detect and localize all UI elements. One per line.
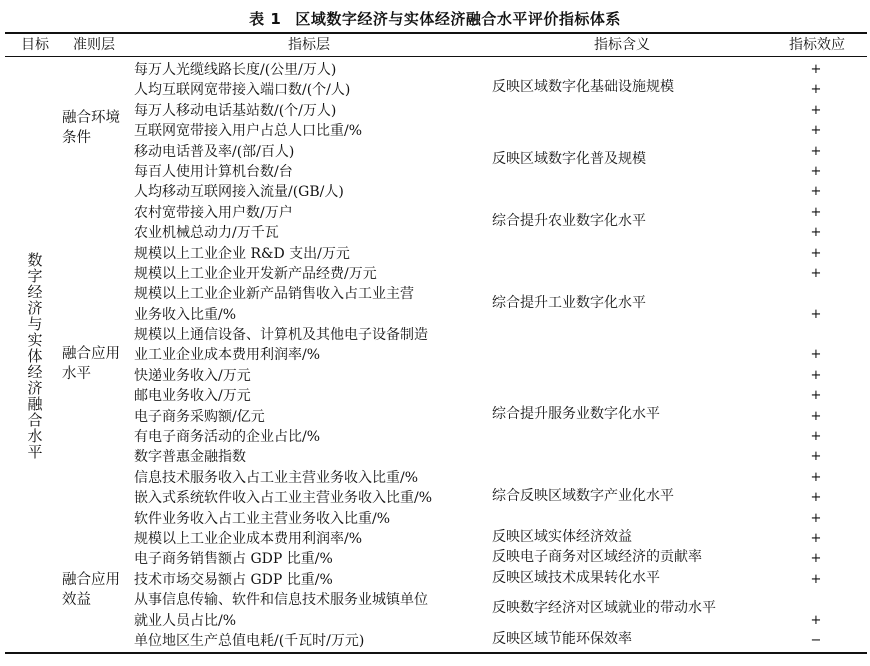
effect-row: +	[810, 143, 822, 159]
indicator-row: 人均互联网宽带接入端口数/(个/人)	[134, 82, 351, 99]
top-rule	[5, 32, 867, 34]
indicator-row: 农业机械总动力/万千瓦	[134, 225, 279, 242]
meaning-energy: 反映区域节能环保效率	[492, 631, 632, 647]
indicator-row: 嵌入式系统软件收入占工业主营业务收入比重/%	[134, 490, 433, 507]
indicator-row: 有电子商务活动的企业占比/%	[134, 429, 321, 446]
meaning-services: 综合提升服务业数字化水平	[492, 406, 660, 422]
criteria-benefit: 融合应用效益	[62, 572, 120, 608]
effect-row: +	[810, 367, 822, 383]
effect-row: +	[810, 530, 822, 546]
indicator-row: 每万人光缆线路长度/(公里/万人)	[134, 62, 337, 78]
effect-row: +	[810, 62, 822, 77]
indicator-row: 邮电业务收入/万元	[134, 388, 251, 405]
goal-text: 数字经济与实体经济融合水平	[25, 252, 44, 460]
indicator-row: 规模以上工业企业开发新产品经费/万元	[134, 265, 377, 282]
indicator-row: 规模以上工业企业 R&D 支出/万元	[134, 245, 350, 262]
meaning-tech-transfer: 反映区域技术成果转化水平	[492, 570, 660, 586]
effect-row: +	[810, 347, 822, 363]
meaning-digital-industrialization: 综合反映区域数字产业化水平	[492, 488, 674, 504]
indicator-row: 每百人使用计算机台数/台	[134, 163, 293, 180]
effect-row	[786, 284, 846, 304]
effect-list	[786, 60, 846, 651]
effect-row: +	[810, 225, 822, 241]
header-meaning: 指标含义	[594, 37, 650, 53]
indicator-row: 单位地区生产总值电耗/(千瓦时/万元)	[134, 632, 365, 649]
effect-row: +	[810, 571, 822, 587]
indicator-row: 每万人移动电话基站数/(个/万人)	[134, 102, 337, 119]
effect-row: +	[810, 449, 822, 465]
meaning-employment: 反映数字经济对区域就业的带动水平	[492, 600, 716, 616]
indicator-row: 信息技术服务收入占工业主营业务收入比重/%	[134, 469, 419, 486]
goal-cell	[24, 60, 46, 652]
effect-row: +	[810, 82, 822, 98]
header-criteria: 准则层	[73, 37, 115, 53]
indicator-row: 业工业企业成本费用利润率/%	[134, 347, 321, 364]
indicator-row: 农村宽带接入用户数/万户	[134, 204, 293, 221]
effect-row	[786, 590, 846, 610]
indicator-row: 移动电话普及率/(部/百人)	[134, 143, 295, 160]
effect-row: −	[810, 632, 822, 648]
header-rule	[5, 56, 867, 57]
table-title	[0, 8, 870, 29]
header-goal: 目标	[21, 37, 49, 53]
effect-row	[786, 325, 846, 345]
table-number: 表 1	[249, 10, 282, 28]
header-effect: 指标效应	[789, 37, 845, 53]
effect-row: +	[810, 265, 822, 281]
indicator-row: 软件业务收入占工业主营业务收入比重/%	[134, 510, 391, 527]
indicator-row: 快递业务收入/万元	[134, 367, 251, 384]
effect-row: +	[810, 408, 822, 424]
effect-row: +	[810, 429, 822, 445]
criteria-environment: 融合环境条件	[62, 110, 120, 146]
effect-row: +	[810, 184, 822, 200]
indicator-row: 电子商务采购额/亿元	[134, 408, 265, 425]
indicator-row: 数字普惠金融指数	[134, 449, 246, 466]
effect-row: +	[810, 306, 822, 322]
effect-row: +	[810, 551, 822, 567]
indicator-row: 规模以上工业企业成本费用利润率/%	[134, 530, 363, 547]
indicator-row: 规模以上工业企业新产品销售收入占工业主营	[134, 286, 414, 303]
effect-row: +	[810, 245, 822, 261]
effect-row: +	[810, 204, 822, 220]
meaning-real-economy: 反映区域实体经济效益	[492, 529, 632, 545]
indicator-list	[134, 60, 484, 651]
effect-row: +	[810, 102, 822, 118]
bottom-rule	[5, 652, 867, 654]
meaning-agriculture: 综合提升农业数字化水平	[492, 213, 646, 229]
header-indicator: 指标层	[288, 37, 330, 53]
effect-row: +	[810, 163, 822, 179]
indicator-row: 规模以上通信设备、计算机及其他电子设备制造	[134, 327, 428, 344]
meaning-popularization: 反映区域数字化普及规模	[492, 151, 646, 167]
effect-row: +	[810, 388, 822, 404]
effect-row: +	[810, 612, 822, 628]
indicator-row: 互联网宽带接入用户占总人口比重/%	[134, 123, 363, 140]
indicator-row: 技术市场交易额占 GDP 比重/%	[134, 571, 333, 588]
indicator-row: 业务收入比重/%	[134, 306, 237, 323]
effect-row: +	[810, 510, 822, 526]
indicator-row: 人均移动互联网接入流量/(GB/人)	[134, 184, 344, 201]
indicator-row: 从事信息传输、软件和信息技术服务业城镇单位	[134, 592, 428, 609]
effect-row: +	[810, 123, 822, 139]
indicator-row: 电子商务销售额占 GDP 比重/%	[134, 551, 333, 568]
effect-row: +	[810, 469, 822, 485]
criteria-application: 融合应用水平	[62, 346, 120, 382]
indicator-row: 就业人员占比/%	[134, 612, 237, 629]
meaning-ecommerce: 反映电子商务对区域经济的贡献率	[492, 549, 702, 565]
meaning-infrastructure: 反映区域数字化基础设施规模	[492, 79, 674, 95]
meaning-industry: 综合提升工业数字化水平	[492, 295, 646, 311]
effect-row: +	[810, 490, 822, 506]
table-title-text: 区域数字经济与实体经济融合水平评价指标体系	[295, 10, 621, 28]
